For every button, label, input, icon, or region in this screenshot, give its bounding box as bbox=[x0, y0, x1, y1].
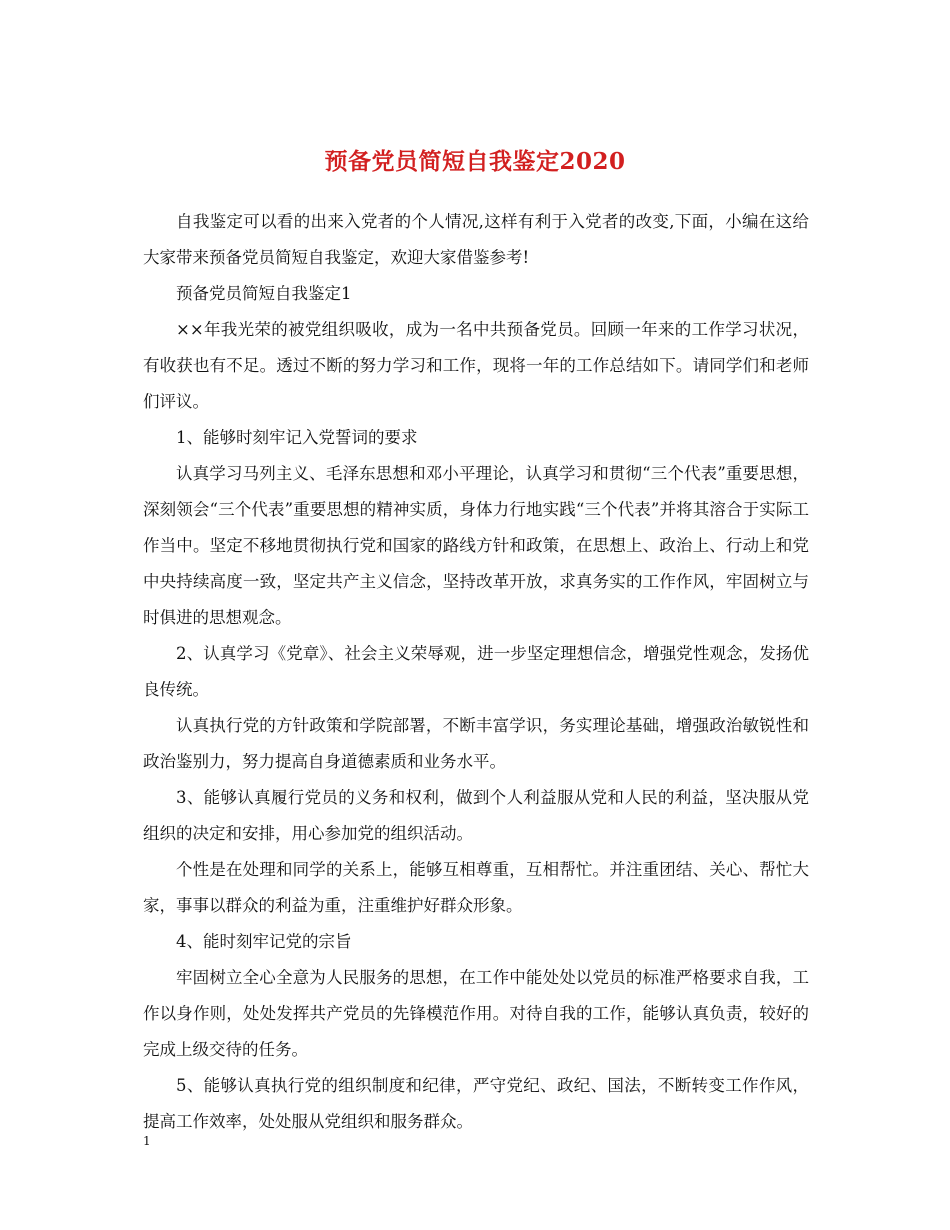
body-paragraph: 认真执行党的方针政策和学院部署，不断丰富学识，务实理论基础，增强政治敏锐性和政治鉴别力，努力提高自身道德素质和业务水平。 bbox=[143, 716, 809, 771]
page-number: 1 bbox=[143, 1134, 151, 1148]
body-paragraph: ××年我光荣的被党组织吸收，成为一名中共预备党员。回顾一年来的工作学习状况，有收获也有不足。透过不断的努力学习和工作，现将一年的工作总结如下。请同学们和老师们评议。 bbox=[143, 320, 809, 411]
intro-paragraph: 自我鉴定可以看的出来入党者的个人情况,这样有利于入党者的改变,下面，小编在这给大家带来预备党员简短自我鉴定，欢迎大家借鉴参考! bbox=[143, 212, 809, 267]
body-paragraph: 认真学习马列主义、毛泽东思想和邓小平理论，认真学习和贯彻“三个代表”重要思想，深刻领会“三个代表”重要思想的精神实质，身体力行地实践“三个代表”并将其溶合于实际工作当中。坚定不移地贯彻执行党和国家的路线方针和政策，在思想上、政治上、行动上和党中央持续高度一致，坚定共产主义信念，坚持改革开放，求真务实的工作作风，牢固树立与时俱进的思想观念。 bbox=[143, 464, 809, 627]
numbered-heading: 1、能够时刻牢记入党誓词的要求 bbox=[176, 428, 418, 447]
document-title: 预备党员简短自我鉴定2020 bbox=[324, 148, 626, 176]
section-heading: 预备党员简短自我鉴定1 bbox=[176, 284, 352, 303]
numbered-heading: 5、能够认真执行党的组织制度和纪律，严守党纪、政纪、国法，不断转变工作作风，提高工作效率，处处服从党组织和服务群众。 bbox=[143, 1076, 809, 1131]
numbered-heading: 2、认真学习《党章》、社会主义荣辱观，进一步坚定理想信念，增强党性观念，发扬优良传统。 bbox=[143, 644, 809, 699]
numbered-heading: 4、能时刻牢记党的宗旨 bbox=[176, 932, 352, 951]
document-body bbox=[143, 204, 809, 1140]
body-paragraph: 个性是在处理和同学的关系上，能够互相尊重，互相帮忙。并注重团结、关心、帮忙大家，事事以群众的利益为重，注重维护好群众形象。 bbox=[143, 860, 809, 915]
numbered-heading: 3、能够认真履行党员的义务和权利，做到个人利益服从党和人民的利益，坚决服从党组织的决定和安排，用心参加党的组织活动。 bbox=[143, 788, 809, 843]
body-paragraph: 牢固树立全心全意为人民服务的思想，在工作中能处处以党员的标准严格要求自我，工作以身作则，处处发挥共产党员的先锋模范作用。对待自我的工作，能够认真负责，较好的完成上级交待的任务。 bbox=[143, 968, 809, 1059]
